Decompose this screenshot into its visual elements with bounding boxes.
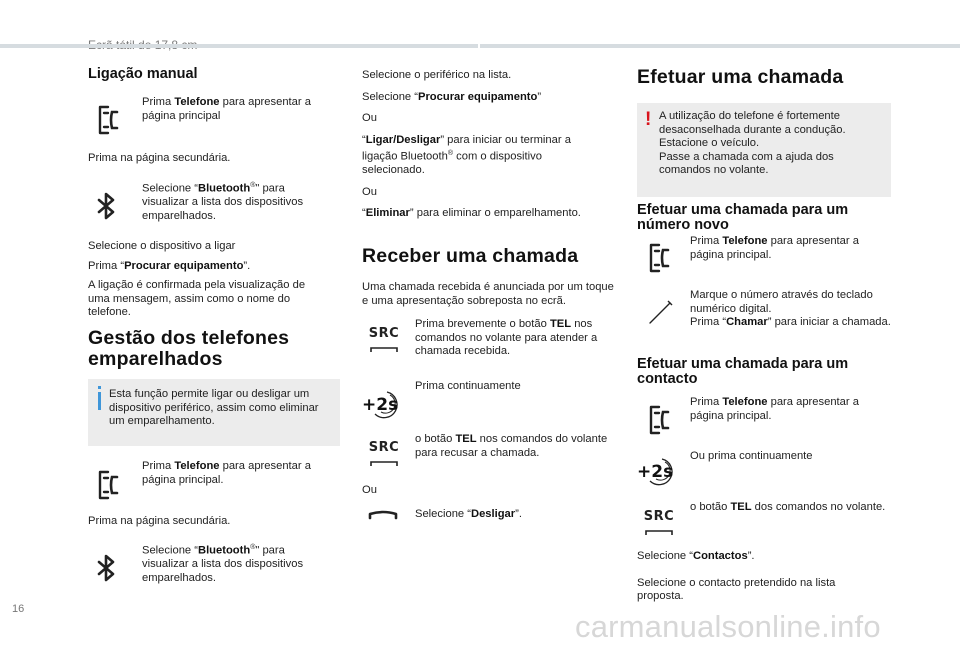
heading-numero-novo: Efetuar uma chamada para um número novo [637,202,849,233]
bluetooth-icon [93,552,121,591]
text-secundaria: Prima na página secundária. [88,152,231,164]
text-ou: Ou [362,185,377,198]
text-rest: para apresentar a página principal. [142,460,311,486]
hang-up-icon [366,506,400,531]
text-telefone: Telefone [174,460,220,472]
text-pre: “ [362,207,366,220]
phone-icon [641,241,675,280]
keypad-pen-icon [646,297,676,332]
text-desligar: Desligar [470,508,516,520]
text-pre: Selecione “ [415,508,471,520]
hold-2s-icon [637,455,679,494]
step-desligar [415,508,615,522]
src-label: SRC [368,326,400,341]
text-tel: TEL [730,501,752,513]
text-procurar: Procurar equipamento [124,259,244,272]
text-continuamente: Prima continuamente [415,380,521,392]
info-icon-dot [98,386,101,389]
step-tel-volante [690,501,890,515]
heading-efetuar: Efetuar uma chamada [637,66,844,88]
text-tel: TEL [549,318,572,330]
para-ou [362,484,422,498]
text-rest: para apresentar a página principal. [690,396,859,422]
src-label: SRC [368,440,400,455]
text-anunciada: Uma chamada recebida é anunciada por um toque e uma apresentação sobreposta no ecrã. [362,281,614,307]
text-continuamente: Ou prima continuamente [690,450,813,462]
step-telefone-4 [690,396,890,423]
src-button-icon [641,509,677,542]
text-bluetooth: Bluetooth [197,544,251,557]
text-secundaria: Prima na página secundária. [88,515,231,527]
step-marque [690,289,892,330]
para-secundaria-2 [88,515,338,529]
header-rule-right [480,44,960,48]
text-reg: ® [250,544,256,551]
gestao-heading-wrap [88,328,338,370]
phone-icon [90,468,124,507]
watermark: carmanualsonline.info [575,609,881,644]
warning-text: A utilização do telefone é fortemente desaconselhada durante a condução. Estacione o veículo. Passe a chamada com a ajuda dos comandos no volante. [659,110,846,176]
text-bluetooth: Bluetooth [197,182,251,195]
text-pre: Selecione “ [637,550,693,562]
warning-icon: ! [645,109,652,130]
text-prima: Prima [690,235,723,247]
text-pre: Selecione “ [142,182,198,195]
text-pre: o botão [415,433,456,445]
text-pre: o botão [690,501,731,513]
text-rest: para apresentar a página principal [142,96,311,122]
para-anunciada [362,281,620,308]
text-reg: ® [250,182,256,189]
text-rest: nos comandos no volante para atender a chamada recebida. [415,318,598,357]
warning-note [637,103,891,197]
step-continuamente-2 [690,450,890,464]
step-continuamente [415,380,615,394]
text-tel: TEL [455,433,477,445]
heading-gestao: Gestão dos telefones emparelhados [88,327,290,370]
text-rest: ” para iniciar a chamada. [767,316,891,328]
text-ou: Ou [362,112,377,124]
src-label: SRC [643,509,675,524]
info-text: Esta função permite ligar ou desligar um dispositivo periférico, assim como eliminar um emparelhamento. [109,388,319,427]
receber-heading-wrap [362,246,614,267]
phone-icon [90,103,124,142]
text-pre: Prima brevemente o botão [415,318,550,330]
novo-heading-wrap [637,203,897,233]
text-marque: Marque o número através do teclado numérico digital. [690,289,873,315]
step-atender [415,318,615,359]
step-telefone-2 [142,460,330,487]
info-note [88,379,340,446]
phone-icon [641,403,675,442]
text-rest: para apresentar a página principal. [690,235,859,261]
heading-ligacao-manual: Ligação manual [88,66,198,82]
text-pre: Prima “ [690,316,727,328]
text-post: ”. [515,508,522,520]
text-rest2: com o dispositivo selecionado. [362,150,542,177]
step-recusar [415,433,615,460]
text-post: ”. [747,550,755,562]
para-secundaria-1 [88,152,338,166]
text-reg: ® [447,150,454,157]
text-ou: Ou [362,484,377,496]
plus-2s-label: +2s [362,395,399,415]
step-telefone-3 [690,235,890,262]
text-procurar: Procurar equipamento [417,90,538,103]
col1-middle [88,240,338,320]
text-pre: Selecione “ [142,544,198,557]
text-prima: Prima “ [88,259,125,272]
text-chamar: Chamar [726,316,768,328]
text-rest: nos comandos do volante para recusar a chamada. [415,433,608,459]
text-contacto-final: Selecione o contacto pretendido na lista proposta. [637,576,836,602]
text-post: ” [537,90,542,103]
text-confirmacao: A ligação é confirmada pela visualização de uma mensagem, assim como o nome do telefone. [88,279,306,318]
text-post: ”. [243,259,251,272]
src-button-icon [366,326,402,359]
column-2 [362,69,614,221]
text-contactos: Contactos [692,550,748,562]
text-rest: ” para eliminar o emparelhamento. [409,207,581,220]
hold-2s-icon [362,388,404,427]
text-pre: “ [362,133,366,146]
text-rest: dos comandos no volante. [751,501,886,513]
text-pre: Selecione “ [362,90,418,103]
text-prima: Prima [142,96,175,108]
text-rest: " para visualizar a lista dos dispositivos emparelhados. [142,182,304,222]
plus-2s-label: +2s [637,462,674,482]
col3-bottom [637,550,891,604]
bluetooth-icon [93,190,121,229]
text-telefone: Telefone [722,396,768,408]
heading-receber: Receber uma chamada [362,245,579,267]
text-rest: " para visualizar a lista dos dispositivos emparelhados. [142,544,304,584]
text-eliminar: Eliminar [365,207,410,220]
text-sel-dispositivo: Selecione o dispositivo a ligar [88,240,236,252]
text-ligar-desligar: Ligar/Desligar [365,133,441,146]
text-telefone: Telefone [174,96,220,108]
step-bluetooth-1 [142,179,330,223]
column-1 [88,68,338,82]
text-prima: Prima [690,396,723,408]
text-rest: ” para iniciar ou terminar a ligação Bluetooth [362,133,571,163]
step-telefone-1 [142,96,330,123]
info-icon [98,392,101,410]
src-button-icon [366,440,402,473]
header-rule-left [0,44,478,48]
column-3 [637,67,897,88]
step-bluetooth-2 [142,541,330,585]
contacto-heading-wrap [637,357,897,387]
text-periferico: Selecione o periférico na lista. [362,69,512,81]
text-prima: Prima [142,460,175,472]
heading-contacto: Efetuar uma chamada para um contacto [637,356,849,387]
page-number: 16 [12,603,25,615]
text-telefone: Telefone [722,235,768,247]
